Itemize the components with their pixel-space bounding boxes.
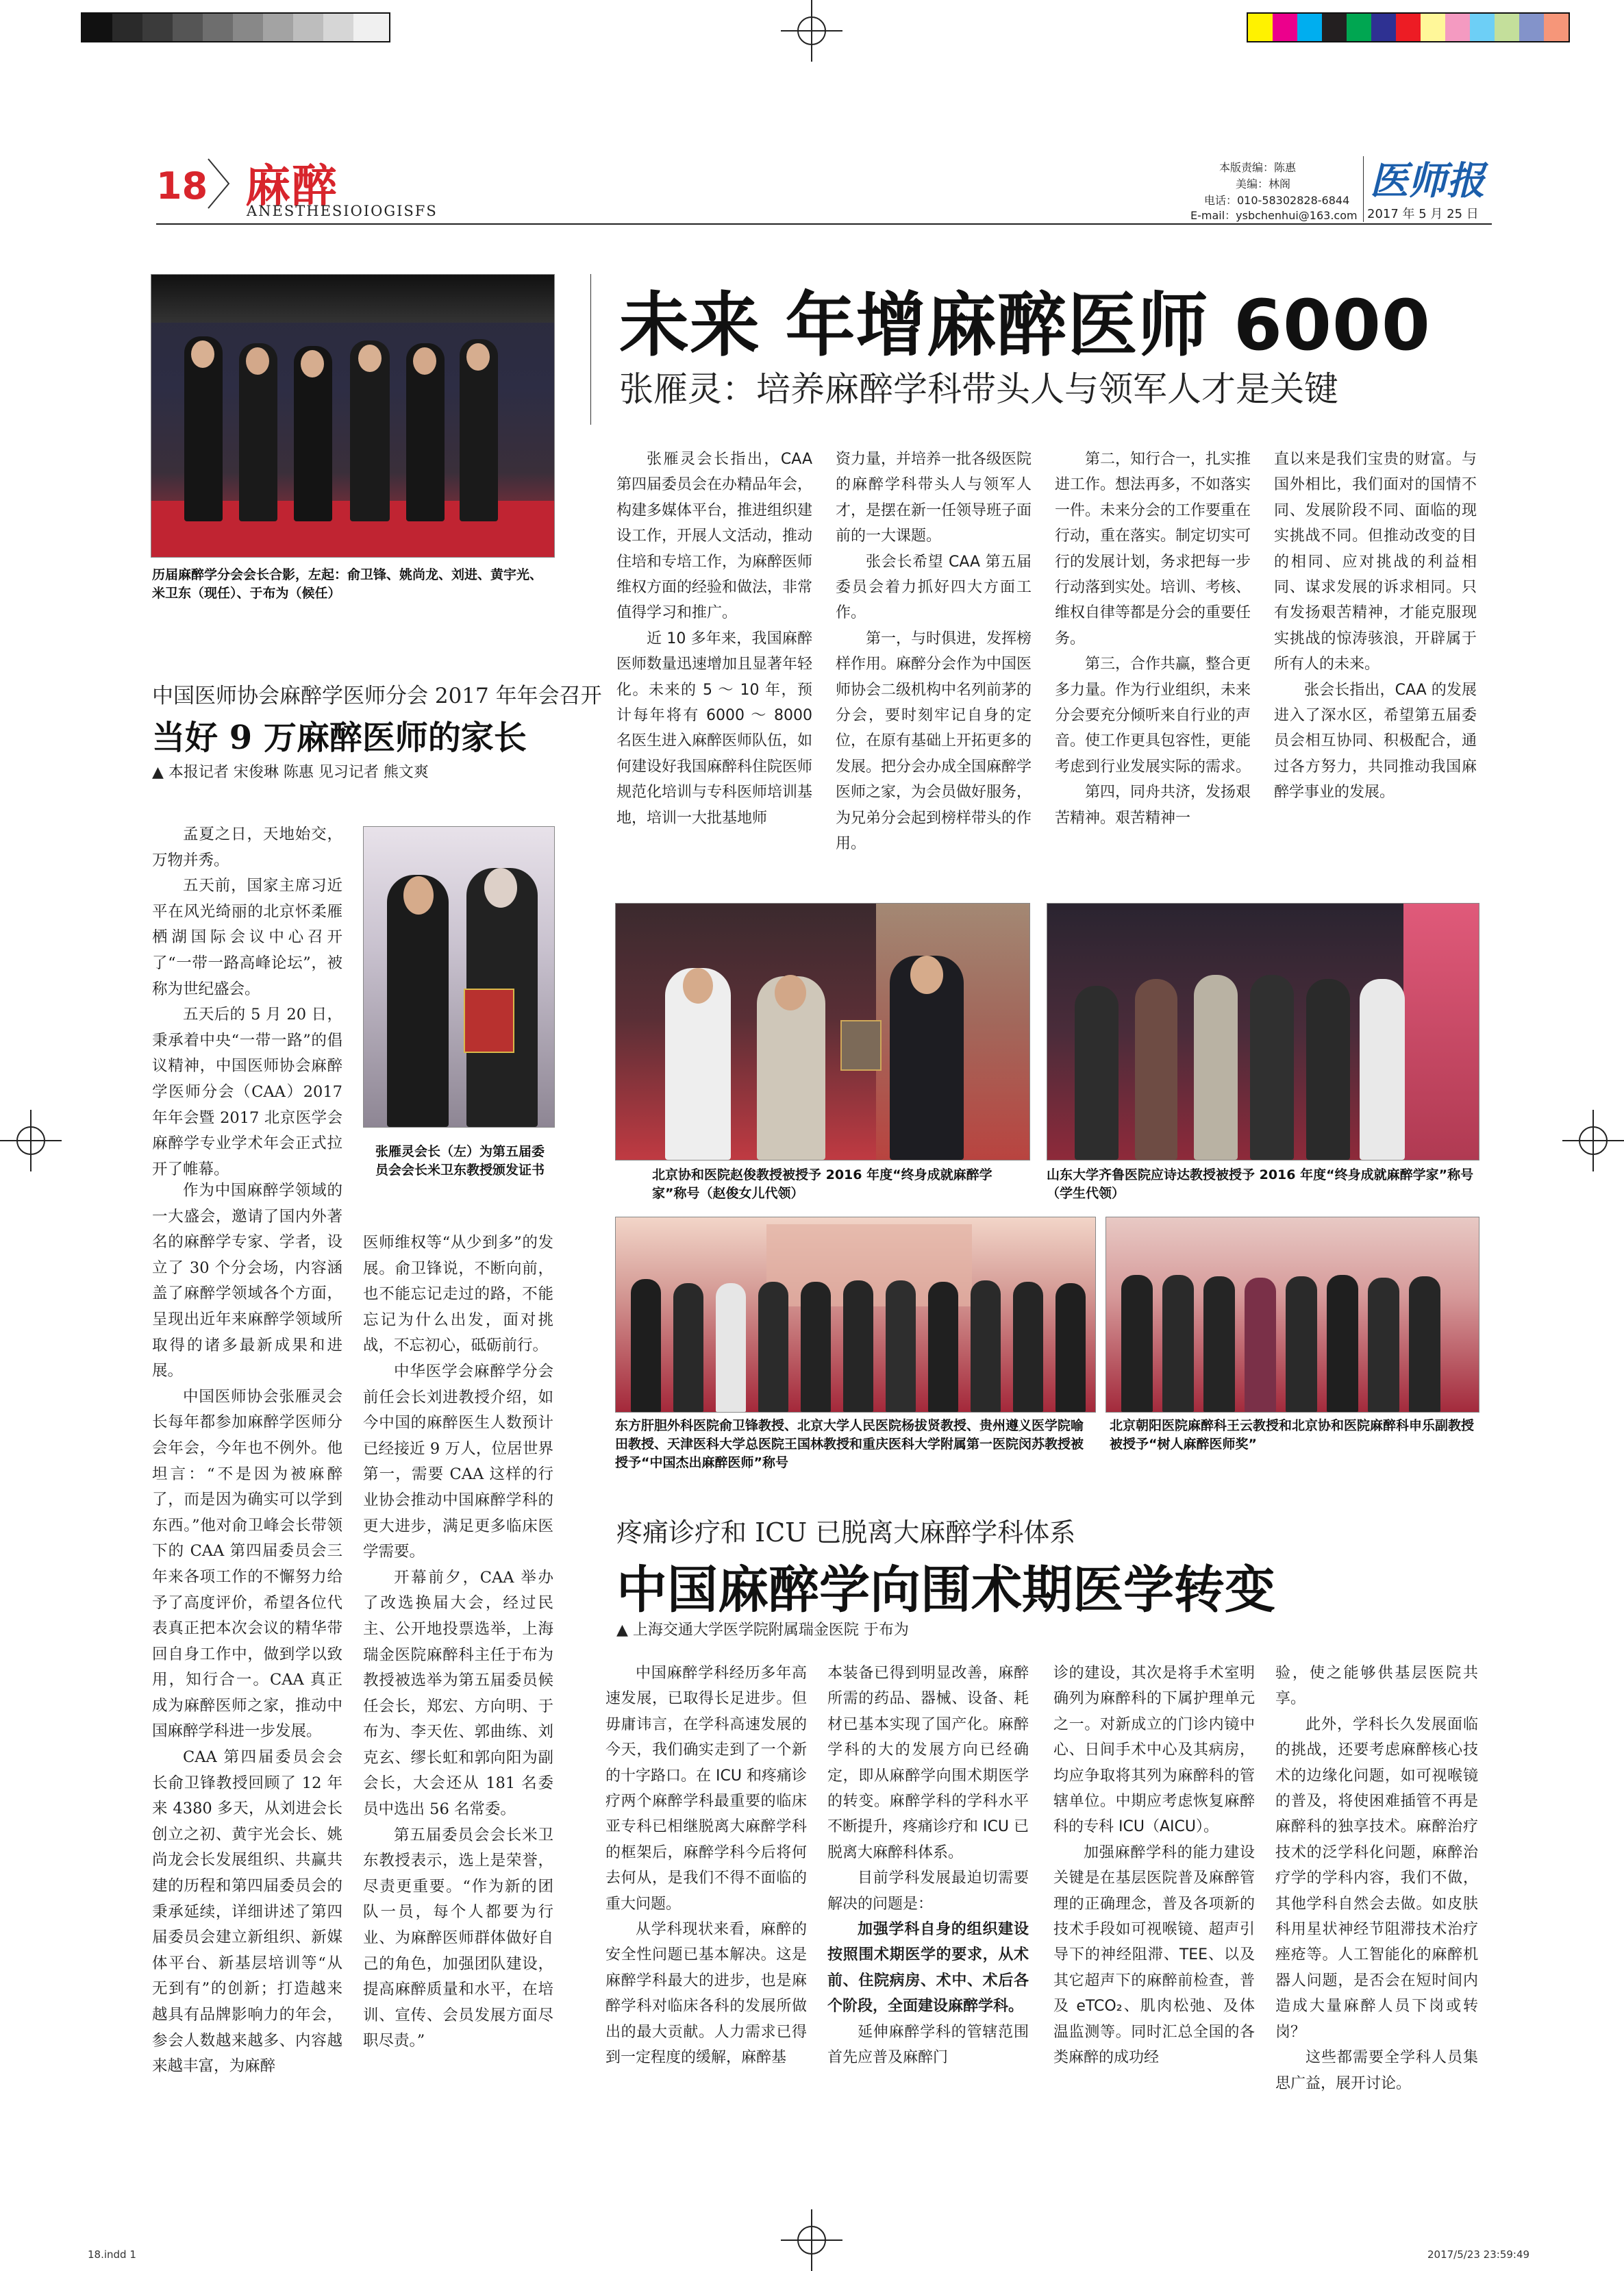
phone-line: 电话：010-58302828-6844 [1204,194,1350,207]
color-bar [1247,12,1570,42]
section-title: 麻醉 [245,160,338,212]
award-photo-2 [1047,903,1479,1161]
award-certificate-caption: 张雁灵会长（左）为第五届委员会会长米卫东教授颁发证书 [375,1144,545,1178]
award-photo-1 [615,903,1030,1161]
second-article-col3: 诊的建设，其次是将手术室明确列为麻醉科的下属护理单元之一。对新成立的门诊内镜中心、日间手术中心及其病房，均应争取将其列为麻醉科的管辖单位。中期应考虑恢复麻醉科的专科 ICU（AICU）。 加强麻醉学科的能力建设 关键是在基层医院普及麻醉管理的正确理念，普及各项新的技术手段如可视喉镜、超声引导下的神经阻滞、TEE、以及其它超声下的麻醉前检查，普及 eTCO₂、肌肉松弛、及体温监测等。同时汇总全国的各类麻醉的成功经 [1053,1665,1255,2067]
left-article-byline: ▲ 本报记者 宋俊琳 陈惠 见习记者 熊文爽 [152,764,429,781]
chevron-icon [205,156,233,211]
main-article-col3: 第二，知行合一，扎实推进工作。想法再多，不如落实一件。未来分会的工作要重在行动，重在落实。制定切实可行的发展计划，务求把每一步行动落到实处。培训、考核、维权自律等都是分会的重要任务。 第三，合作共赢，整合更多力量。作为行业组织，未来分会要充分倾听来自行业的声音。使工作更具包容性，更能考虑到行业发展实际的需求。 第四，同舟共济，发扬艰苦精神。艰苦精神一 [1055,451,1251,827]
page-number: 18 [156,164,208,208]
second-article-kicker: 疼痛诊疗和 ICU 已脱离大麻醉学科体系 [616,1517,1076,1548]
award-certificate-photo [363,826,555,1128]
main-article-col2: 资力量，并培养一批各级医院的麻醉学科带头人与领军人才，是摆在新一任领导班子面前的一大课题。 张会长希望 CAA 第五届委员会着力抓好四大方面工作。 第一，与时俱进，发挥榜样作用。麻醉分会作为中国医师协会二级机构中名列前茅的分会，要时刻牢记自身的定位，在原有基础上开拓更多的发展。把分会办成全国麻醉学医师之家，为会员做好服务，为兄弟分会起到榜样带头的作用。 [836,451,1032,853]
award-photo-3 [615,1217,1096,1413]
left-article-colA-top: 孟夏之日，天地始交，万物并秀。 五天前，国家主席习近平在风光绮丽的北京怀柔雁栖湖国际会议中心召开了“一带一路高峰论坛”，被称为世纪盛会。 五天后的 5 月 20 日，秉承着中央“一带一路”的倡议精神，中国医师协会麻醉学医师分会（CAA）2017 年年会暨 2017 北京医学会麻醉学专业学术年会正式拉开了帷幕。 [152,826,342,1178]
main-headline: 未来 年增麻醉医师 6000 [619,285,1431,367]
left-article-headline: 当好 9 万麻醉医师的家长 [152,719,527,757]
second-article-byline: ▲ 上海交通大学医学院附属瑞金医院 于布为 [616,1622,909,1639]
footer-timestamp: 2017/5/23 23:59:49 [1427,2248,1530,2261]
left-article-colA-bottom: 作为中国麻醉学领域的一大盛会，邀请了国内外著名的麻醉学专家、学者，设立了 30 个分会场，内容涵盖了麻醉学领域各个方面，呈现出近年来麻醉学领域所取得的诸多最新成果和进展。 中国医师协会张雁灵会长每年都参加麻醉学医师分会年会，今年也不例外。他坦言：“不是因为被麻醉了，而是因为确实可以学到东西。”他对俞卫峰会长带领下的 CAA 第四届委员会三年来各项工作的不懈努力给予了高度评价，希望各位代表真正把本次会议的精华带回自身工作中，做到学以致用，知行合一。CAA 真正成为麻醉医师之家，推动中国麻醉学科进一步发展。 CAA 第四届委员会会长俞卫锋教授回顾了 12 年来 4380 多天，从刘进会长创立之初、黄宇光会长、姚尚龙会长发展组织、共赢共建的历程和第四届委员会的秉承延续，详细讲述了第四届委员会建立新组织、新媒体平台、新基层培训等“从无到有”的创新；打造越来越具有品牌影响力的年会，参会人数越来越多、内容越来越丰富，为麻醉 [152,1182,342,2076]
second-article-col1: 中国麻醉学科经历多年高速发展，已取得长足进步。但毋庸讳言，在学科高速发展的今天，我们确实走到了一个新的十字路口。在 ICU 和疼痛诊疗两个麻醉学科最重要的临床亚专科已相继脱离大麻醉学科的框架后，麻醉学科今后将何去何从，是我们不得不面临的重大问题。 从学科现状来看，麻醉的安全性问题已基本解决。这是麻醉学科最大的进步，也是麻醉学科对临床各科的发展所做出的最大贡献。人力需求已得到一定程度的缓解，麻醉基 [605,1665,807,2067]
grayscale-bar [81,12,390,42]
award-photo-2-caption: 山东大学齐鲁医院应诗达教授被授予 2016 年度“终身成就麻醉学家”称号（学生代领） [1047,1167,1474,1201]
header-divider [1363,156,1364,222]
registration-mark-left [0,1110,62,1171]
left-article-colB: 医师维权等“从少到多”的发展。俞卫锋说，不断向前，也不能忘记走过的路，不能忘记为什么出发，面对挑战，不忘初心，砥砺前行。 中华医学会麻醉学分会前任会长刘进教授介绍，如今中国的麻醉医生人数预计已经接近 9 万人，位居世界第一，需要 CAA 这样的行业协会推动中国麻醉学科的更大进步，满足更多临床医学需要。 开幕前夕，CAA 举办了改选换届大会，经过民主、公开地投票选举，上海瑞金医院麻醉科主任于布为教授被选举为第五届委员候任会长，郑宏、方向明、于布为、李天佐、郭曲练、刘克玄、缪长虹和郭向阳为副会长，大会还从 181 名委员中选出 56 名常委。 第五届委员会会长米卫东教授表示，选上是荣誉，尽责更重要。“作为新的团队一员，每个人都要为行业、为麻醉医师群体做好自己的角色，加强团队建设，提高麻醉质量和水平，在培训、宣传、会员发展方面尽职尽责。” [363,1234,553,2050]
registration-mark-right [1562,1110,1624,1171]
former-presidents-caption: 历届麻醉学分会会长合影，左起：俞卫锋、姚尚龙、刘进、黄宇光、米卫东（现任）、于布为（候任） [152,567,543,601]
footer-file-label: 18.indd 1 [88,2248,136,2261]
award-photo-1-caption: 北京协和医院赵俊教授被授予 2016 年度“终身成就麻醉学家”称号（赵俊女儿代领） [652,1167,992,1201]
registration-mark-bottom [781,2209,842,2271]
section-subtitle: ANESTHESIOIOGISFS [247,203,438,219]
main-subheadline: 张雁灵：培养麻醉学科带头人与领军人才是关键 [619,369,1338,409]
issue-date: 2017 年 5 月 25 日 [1367,207,1479,221]
main-article-col1: 张雁灵会长指出，CAA 第四届委员会在办精品年会，构建多媒体平台，推进组织建设工作，开展人文活动，推动住培和专培工作，为麻醉医师维权方面的经验和做法，非常值得学习和推广。 近 10 多年来，我国麻醉医师数量迅速增加且显著年轻化。未来的 5 ～ 10 年，预计每年将有 6000 ～ 8000 名医生进入麻醉医师队伍，如何建设好我国麻醉科住院医师规范化培训与专科医师培训基地，培训一大批基地师 [616,451,813,827]
designer-line: 美编：林阁 [1236,177,1291,190]
award-photo-3-caption: 东方肝胆外科医院俞卫锋教授、北京大学人民医院杨拔贤教授、贵州遵义医学院喻田教授、天津医科大学总医院王国林教授和重庆医科大学附属第一医院闵苏教授被授予“中国杰出麻醉医师”称号 [615,1418,1084,1470]
main-article-col4: 直以来是我们宝贵的财富。与国外相比，我们面对的国情不同、发展阶段不同、面临的现实挑战不同。但推动改变的目的相同、应对挑战的利益相同、谋求发展的诉求相同。只有发扬艰苦精神，才能克服现实挑战的惊涛骇浪，开辟属于所有人的未来。 张会长指出，CAA 的发展进入了深水区，希望第五届委员会相互协同、积极配合，通过各方努力，共同推动我国麻醉学事业的发展。 [1274,451,1477,802]
award-photo-4 [1105,1217,1479,1413]
header-rule [156,223,1492,225]
paper-logo: 医师报 [1370,158,1485,203]
second-article-headline: 中国麻醉学向围术期医学转变 [616,1561,1275,1620]
second-article-col4: 验，使之能够供基层医院共享。 此外，学科长久发展面临的挑战，还要考虑麻醉核心技术的边缘化问题，如可视喉镜的普及，将使困难插管不再是麻醉科的独享技术。麻醉治疗技术的泛学科化问题，麻醉治疗学的学科内容，我们不做，其他学科自然会去做。如皮肤科用星状神经节阻滞技术治疗痤疮等。人工智能化的麻醉机器人问题，是否会在短时间内造成大量麻醉人员下岗或转岗？ 这些都需要全学科人员集思广益，展开讨论。 [1275,1665,1478,2092]
registration-mark-top [781,0,842,62]
editor-line: 本版责编：陈惠 [1219,161,1297,174]
award-photo-4-caption: 北京朝阳医院麻醉科王云教授和北京协和医院麻醉科申乐副教授被授予“树人麻醉医师奖” [1110,1418,1475,1452]
left-article-kicker: 中国医师协会麻醉学医师分会 2017 年年会召开 [152,684,602,708]
former-presidents-photo [151,274,555,558]
email-line: E-mail：ysbchenhui@163.com [1190,209,1358,222]
second-article-col2: 本装备已得到明显改善，麻醉所需的药品、器械、设备、耗材已基本实现了国产化。麻醉学科的大的发展方向已经确定，即从麻醉学向围术期医学的转变。麻醉学科的学科水平不断提升，疼痛诊疗和 ICU 已脱离大麻醉科体系。 目前学科发展最迫切需要解决的问题是： 加强学科自身的组织建设 按照围术期医学的要求，从术前、住院病房、术中、术后各个阶段，全面建设麻醉学科。 延伸麻醉学科的管辖范围 首先应普及麻醉门 [827,1665,1029,2067]
headline-left-divider [590,274,591,425]
